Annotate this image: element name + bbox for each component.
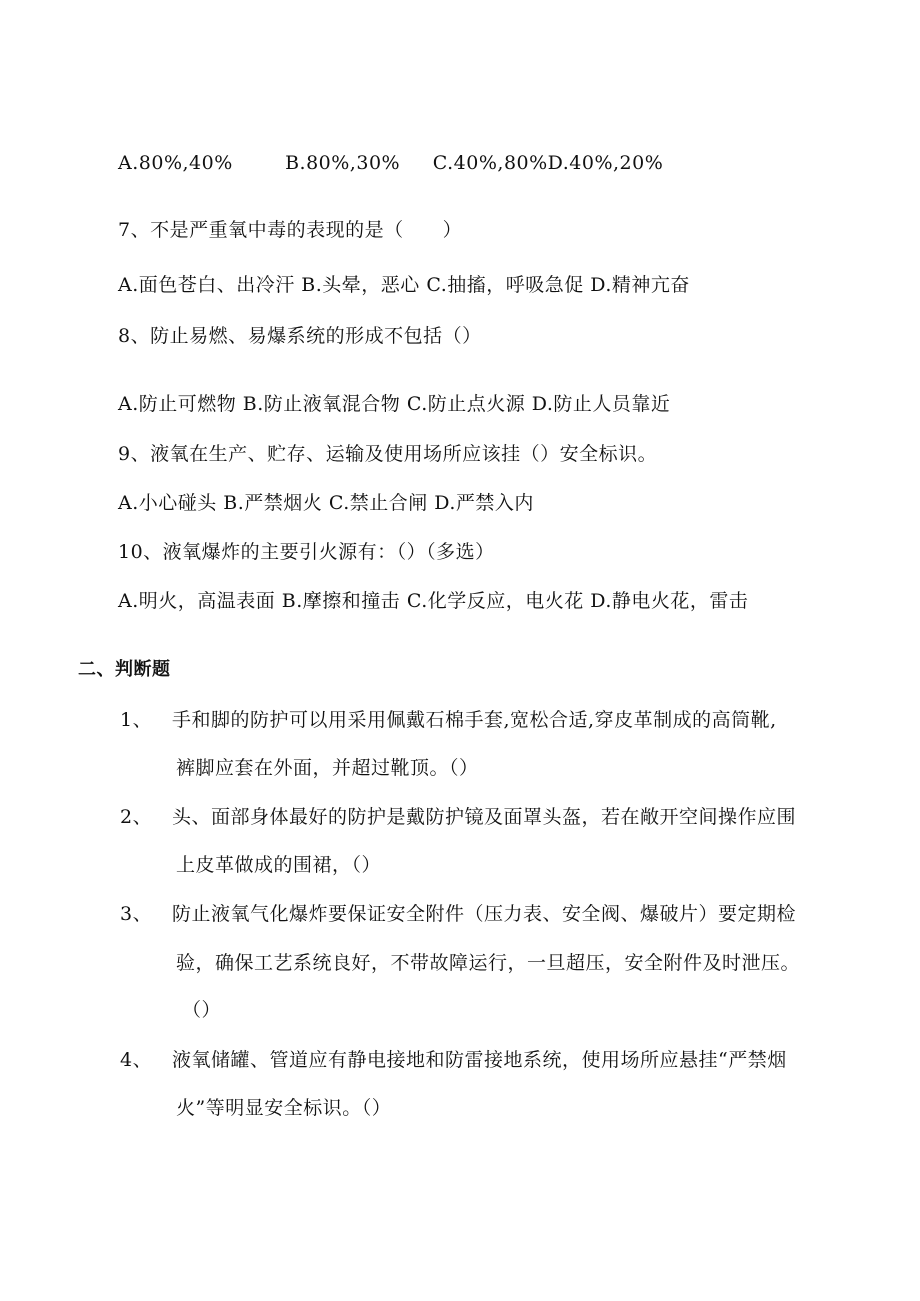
question-10-options: A.明火，高温表面 B.摩擦和撞击 C.化学反应，电火花 D.静电火花，雷击 bbox=[118, 590, 749, 612]
question-9-text: 9、液氧在生产、贮存、运输及使用场所应该挂（）安全标识。 bbox=[118, 443, 658, 465]
judgement-text-line: 手和脚的防护可以用采用佩戴石棉手套,宽松合适,穿皮革制成的高筒靴, bbox=[172, 709, 777, 731]
judgement-number: 2、 bbox=[120, 806, 153, 828]
question-10-text: 10、液氧爆炸的主要引火源有：（）（多选） bbox=[118, 541, 495, 563]
judgement-text-line: 裤脚应套在外面，并超过靴顶。（） bbox=[176, 757, 479, 779]
judgement-number: 1、 bbox=[120, 709, 153, 731]
judgement-text-line: 防止液氧气化爆炸要保证安全附件（压力表、安全阀、爆破片）要定期检 bbox=[172, 903, 797, 925]
section-title-judgement: 二、判断题 bbox=[78, 659, 171, 680]
judgement-text-line: 头、面部身体最好的防护是戴防护镜及面罩头盔，若在敞开空间操作应围 bbox=[172, 806, 797, 828]
question-7-text: 7、不是严重氧中毒的表现的是（ ） bbox=[118, 219, 463, 241]
judgement-text-line: 验，确保工艺系统良好，不带故障运行，一旦超压，安全附件及时泄压。 bbox=[176, 952, 801, 974]
judgement-text-line: （） bbox=[182, 999, 222, 1021]
judgement-text-line: 上皮革做成的围裙，（） bbox=[176, 854, 382, 876]
judgement-number: 3、 bbox=[120, 903, 153, 925]
question-8-text: 8、防止易燃、易爆系统的形成不包括（） bbox=[118, 325, 482, 347]
question-8-options: A.防止可燃物 B.防止液氧混合物 C.防止点火源 D.防止人员靠近 bbox=[118, 393, 671, 415]
judgement-number: 4、 bbox=[120, 1049, 153, 1071]
question-7-options: A.面色苍白、出冷汗 B.头晕，恶心 C.抽搐，呼吸急促 D.精神亢奋 bbox=[118, 274, 690, 296]
question-9-options: A.小心碰头 B.严禁烟火 C.禁止合闸 D.严禁入内 bbox=[118, 492, 534, 514]
question-6-options: A.80%,40% B.80%,30% C.40%,80%D.40%,20% bbox=[118, 152, 664, 174]
judgement-text-line: 液氧储罐、管道应有静电接地和防雷接地系统，使用场所应悬挂“严禁烟 bbox=[172, 1049, 787, 1071]
judgement-text-line: 火”等明显安全标识。（） bbox=[176, 1097, 392, 1119]
